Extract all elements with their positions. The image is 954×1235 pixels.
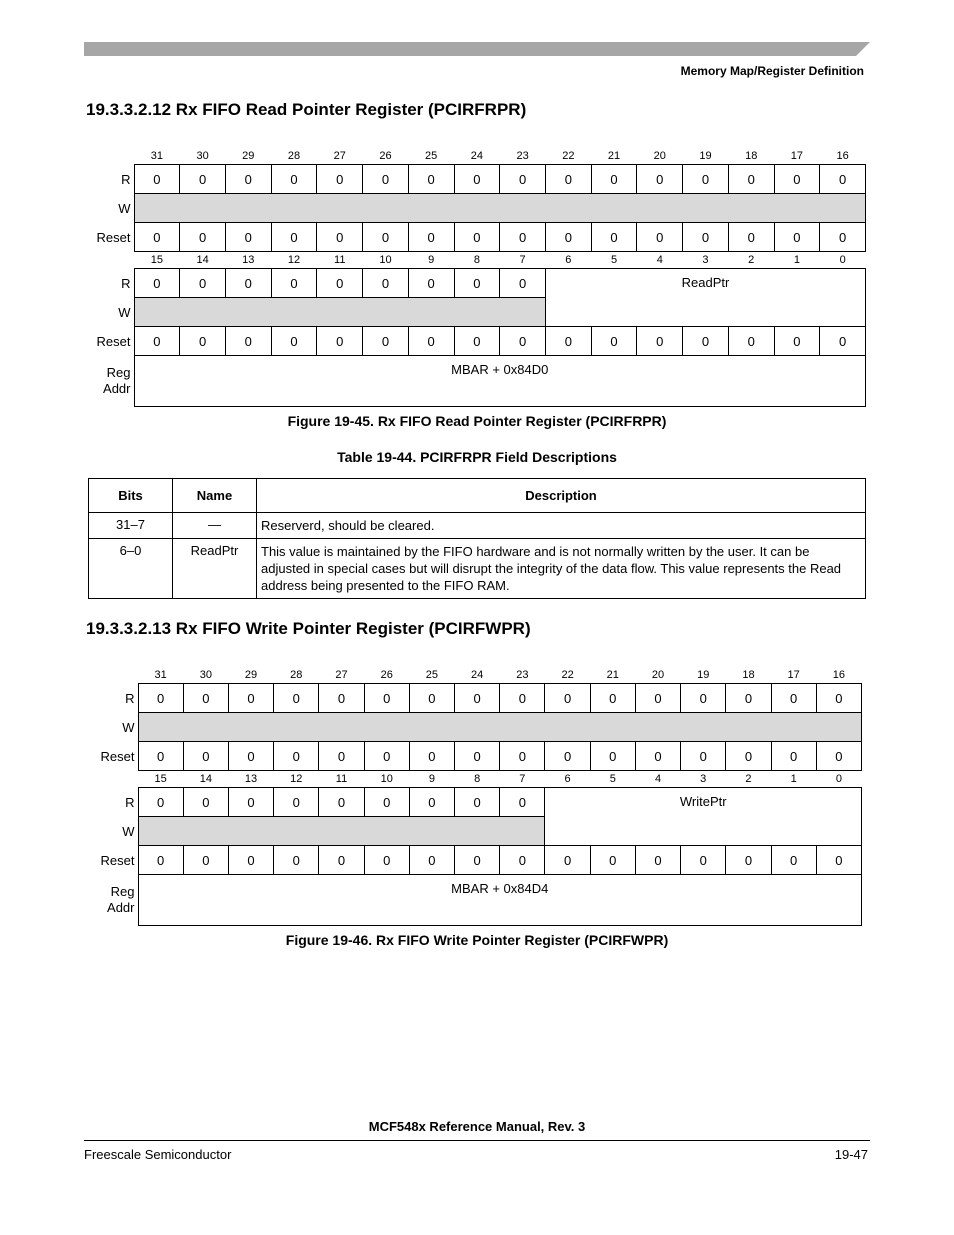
read-bit: 0: [455, 788, 500, 817]
read-bit: 0: [590, 684, 635, 713]
reset-bit: 0: [138, 846, 183, 875]
reset-bit: 0: [591, 223, 637, 252]
row-label-address: [90, 356, 134, 407]
bit-number: 17: [787, 669, 800, 681]
bit-number: 8: [474, 773, 481, 785]
reset-bit: 0: [681, 846, 726, 875]
reset-bit: 0: [180, 223, 226, 252]
reset-bit: 0: [726, 742, 771, 771]
row-label-read: R: [125, 690, 135, 706]
bit-number: 5: [609, 773, 616, 785]
header-name: Name: [173, 479, 257, 513]
row-label-reset: Reset: [96, 333, 131, 349]
bit-number: 17: [790, 150, 804, 162]
bit-number: 6: [564, 773, 571, 785]
bit-number: 1: [793, 254, 800, 266]
read-bit: 0: [500, 269, 546, 298]
reset-bit: 0: [409, 742, 454, 771]
write-reserved: [138, 713, 862, 742]
read-bit: 0: [774, 165, 820, 194]
bit-number: 29: [244, 669, 258, 681]
row-label-reg: Reg: [106, 365, 131, 380]
reset-bit: 0: [409, 846, 454, 875]
read-bit: 0: [454, 269, 500, 298]
table-row: [89, 539, 866, 599]
read-bit: 0: [271, 269, 317, 298]
read-bit: 0: [820, 165, 866, 194]
bit-number: 11: [334, 254, 346, 266]
read-bit: 0: [409, 684, 454, 713]
reset-bit: 0: [774, 223, 820, 252]
write-reserved: [138, 817, 545, 846]
reset-bit: 0: [454, 327, 500, 356]
read-bit: 0: [183, 788, 228, 817]
reset-bit: 0: [590, 742, 635, 771]
reset-bit: 0: [545, 327, 591, 356]
reset-bit: 0: [134, 327, 180, 356]
bit-number: 23: [516, 669, 529, 681]
register-diagram-pcirfrpr: [90, 148, 866, 407]
header-description: Description: [257, 479, 866, 513]
read-bit: 0: [545, 165, 591, 194]
table-row: [89, 513, 866, 539]
bit-number: 31: [154, 669, 167, 681]
bit-number: 31: [150, 150, 163, 162]
cell-name: ReadPtr: [173, 539, 257, 599]
bit-number: 7: [519, 773, 526, 785]
read-bit: 0: [225, 269, 271, 298]
row-label-reset: Reset: [100, 748, 135, 764]
bit-number: 7: [519, 254, 526, 266]
reset-bit: 0: [774, 327, 820, 356]
reset-bit: 0: [183, 742, 228, 771]
row-label-write: W: [122, 823, 135, 839]
reset-bit: 0: [364, 742, 409, 771]
read-bit: 0: [271, 165, 317, 194]
read-bit: 0: [138, 788, 183, 817]
bit-number: 24: [471, 669, 484, 681]
table-title: Table 19-44. PCIRFRPR Field Descriptions: [337, 449, 617, 465]
bit-number: 27: [335, 669, 348, 681]
bit-number: 9: [428, 254, 435, 266]
bit-number: 14: [196, 254, 209, 266]
bit-number: 4: [654, 773, 662, 785]
read-bit: 0: [454, 165, 500, 194]
bit-number: 0: [835, 773, 842, 785]
row-label-reset: Reset: [100, 852, 135, 868]
row-label-address: [90, 875, 138, 926]
reset-bit: 0: [455, 846, 500, 875]
read-bit: 0: [180, 269, 226, 298]
bit-number: 18: [745, 150, 758, 162]
reset-bit: 0: [455, 742, 500, 771]
bit-number: 8: [473, 254, 480, 266]
bit-number: 26: [379, 150, 392, 162]
bit-number: 12: [290, 773, 303, 785]
reset-bit: 0: [183, 846, 228, 875]
bit-number: 22: [562, 150, 575, 162]
read-bit: 0: [500, 788, 545, 817]
read-bit: 0: [364, 684, 409, 713]
read-bit: 0: [364, 788, 409, 817]
reset-bit: 0: [317, 223, 363, 252]
footer-divider: [84, 1140, 870, 1141]
read-bit: 0: [409, 788, 454, 817]
read-bit: 0: [635, 684, 680, 713]
reset-bit: 0: [816, 742, 861, 771]
reset-bit: 0: [408, 327, 454, 356]
reset-bit: 0: [274, 742, 319, 771]
reset-bit: 0: [271, 327, 317, 356]
bit-number: 6: [565, 254, 572, 266]
cell-bits: 6–0: [89, 539, 173, 599]
row-spacer: [90, 771, 138, 788]
read-bit: 0: [683, 165, 729, 194]
bit-number: 1: [790, 773, 797, 785]
row-label-reset: Reset: [96, 229, 131, 245]
reset-bit: 0: [683, 223, 729, 252]
read-bit: 0: [408, 269, 454, 298]
bit-number: 5: [610, 254, 618, 266]
bit-number: 20: [653, 150, 666, 162]
row-label-read: R: [125, 794, 135, 810]
row-label-write: W: [118, 200, 131, 216]
bit-number: 9: [428, 773, 435, 785]
read-bit: 0: [180, 165, 226, 194]
read-bit: 0: [455, 684, 500, 713]
read-bit: 0: [591, 165, 637, 194]
read-bit: 0: [500, 684, 545, 713]
bit-number: 21: [607, 150, 621, 162]
reset-bit: 0: [319, 846, 364, 875]
reset-bit: 0: [363, 327, 409, 356]
register-field-name: ReadPtr: [545, 269, 865, 327]
bit-number: 13: [244, 773, 258, 785]
header-bits: Bits: [89, 479, 173, 513]
reset-bit: 0: [545, 742, 590, 771]
read-bit: 0: [319, 788, 364, 817]
bit-number: 15: [154, 773, 167, 785]
read-bit: 0: [317, 165, 363, 194]
read-bit: 0: [274, 788, 319, 817]
reset-bit: 0: [408, 223, 454, 252]
reset-bit: 0: [319, 742, 364, 771]
read-bit: 0: [319, 684, 364, 713]
reset-bit: 0: [681, 742, 726, 771]
row-label-write: W: [122, 719, 135, 735]
row-spacer: [90, 148, 134, 165]
bit-number: 16: [836, 150, 849, 162]
header-bar: [84, 42, 870, 56]
bit-number: 2: [748, 254, 755, 266]
read-bit: 0: [726, 684, 771, 713]
reset-bit: 0: [635, 742, 680, 771]
bit-number: 19: [697, 669, 710, 681]
row-label-addr: Addr: [103, 381, 131, 396]
section-title-pcirfrpr: 19.3.3.2.12 Rx FIFO Read Pointer Register (PCIRFRPR): [86, 100, 527, 119]
read-bit: 0: [408, 165, 454, 194]
read-bit: 0: [138, 684, 183, 713]
read-bit: 0: [771, 684, 816, 713]
bit-number: 3: [700, 773, 707, 785]
read-bit: 0: [363, 165, 409, 194]
reset-bit: 0: [591, 327, 637, 356]
field-description-table: [88, 478, 866, 599]
reset-bit: 0: [363, 223, 409, 252]
read-bit: 0: [228, 684, 273, 713]
section-title-pcirfwpr: 19.3.3.2.13 Rx FIFO Write Pointer Register (PCIRFWPR): [86, 619, 531, 638]
reset-bit: 0: [590, 846, 635, 875]
reset-bit: 0: [228, 742, 273, 771]
reset-bit: 0: [500, 327, 546, 356]
cell-bits: 31–7: [89, 513, 173, 539]
reset-bit: 0: [820, 327, 866, 356]
bit-number: 10: [379, 254, 392, 266]
bit-number: 4: [656, 254, 663, 266]
reset-bit: 0: [816, 846, 861, 875]
reset-bit: 0: [364, 846, 409, 875]
write-reserved: [134, 298, 545, 327]
bit-number: 22: [561, 669, 574, 681]
read-bit: 0: [225, 165, 271, 194]
reset-bit: 0: [180, 327, 226, 356]
figure-caption-pcirfrpr: Figure 19-45. Rx FIFO Read Pointer Register (PCIRFRPR): [287, 413, 667, 429]
bit-number: 0: [839, 254, 846, 266]
register-address: MBAR + 0x84D0: [134, 356, 866, 407]
reset-bit: 0: [225, 223, 271, 252]
reset-bit: 0: [274, 846, 319, 875]
footer-company: Freescale Semiconductor: [84, 1147, 232, 1162]
reset-bit: 0: [771, 846, 816, 875]
row-spacer: [90, 252, 134, 269]
bit-number: 10: [380, 773, 393, 785]
bit-number: 16: [832, 669, 846, 681]
bit-number: 30: [196, 150, 209, 162]
bit-number: 19: [699, 150, 712, 162]
bit-number: 14: [199, 773, 212, 785]
read-bit: 0: [728, 165, 774, 194]
reset-bit: 0: [545, 223, 591, 252]
reset-bit: 0: [271, 223, 317, 252]
row-spacer: [90, 667, 138, 684]
bit-number: 12: [287, 254, 301, 266]
reset-bit: 0: [500, 742, 545, 771]
page-number: 19-47: [834, 1147, 868, 1162]
figure-caption-pcirfwpr: Figure 19-46. Rx FIFO Write Pointer Register (PCIRFWPR): [285, 932, 669, 948]
reset-bit: 0: [138, 742, 183, 771]
reset-bit: 0: [635, 846, 680, 875]
read-bit: 0: [681, 684, 726, 713]
bit-number: 2: [745, 773, 752, 785]
read-bit: 0: [228, 788, 273, 817]
read-bit: 0: [274, 684, 319, 713]
bit-number: 20: [651, 669, 665, 681]
reset-bit: 0: [728, 327, 774, 356]
reset-bit: 0: [454, 223, 500, 252]
reset-bit: 0: [637, 327, 683, 356]
table-header-row: [89, 479, 866, 513]
row-label-addr: Addr: [107, 900, 135, 915]
register-address: MBAR + 0x84D4: [138, 875, 862, 926]
read-bit: 0: [317, 269, 363, 298]
bit-number: 26: [380, 669, 393, 681]
read-bit: 0: [545, 684, 590, 713]
row-label-read: R: [121, 275, 131, 291]
write-reserved: [134, 194, 866, 223]
reset-bit: 0: [317, 327, 363, 356]
reset-bit: 0: [500, 846, 545, 875]
bit-number: 21: [606, 669, 619, 681]
bit-number: 30: [199, 669, 212, 681]
bit-number: 27: [333, 150, 346, 162]
cell-description: This value is maintained by the FIFO hardware and is not normally written by the user. It can be adjusted in special cases but will disrupt the integrity of the data flow. This value represents the Read address being presented to the FIFO RAM.: [257, 539, 866, 599]
row-label-write: W: [118, 304, 131, 320]
bit-number: 25: [425, 669, 439, 681]
bit-number: 15: [150, 254, 163, 266]
read-bit: 0: [134, 165, 180, 194]
bit-number: 3: [702, 254, 709, 266]
bit-number: 25: [425, 150, 438, 162]
bit-number: 29: [242, 150, 255, 162]
manual-title: MCF548x Reference Manual, Rev. 3: [368, 1119, 586, 1134]
bit-number: 13: [242, 254, 255, 266]
cell-name: —: [173, 513, 257, 539]
reset-bit: 0: [637, 223, 683, 252]
read-bit: 0: [500, 165, 546, 194]
read-bit: 0: [363, 269, 409, 298]
reset-bit: 0: [545, 846, 590, 875]
bit-number: 28: [287, 150, 301, 162]
bit-number: 18: [742, 669, 755, 681]
read-bit: 0: [637, 165, 683, 194]
reset-bit: 0: [228, 846, 273, 875]
running-header: Memory Map/Register Definition: [680, 64, 864, 78]
row-label-reg: Reg: [110, 884, 135, 899]
reset-bit: 0: [728, 223, 774, 252]
reset-bit: 0: [134, 223, 180, 252]
reset-bit: 0: [500, 223, 546, 252]
reset-bit: 0: [225, 327, 271, 356]
cell-description: Reserverd, should be cleared.: [257, 513, 866, 539]
bit-number: 11: [335, 773, 348, 785]
register-field-name: WritePtr: [545, 788, 862, 846]
read-bit: 0: [816, 684, 861, 713]
read-bit: 0: [183, 684, 228, 713]
register-diagram-pcirfwpr: [90, 667, 862, 926]
reset-bit: 0: [726, 846, 771, 875]
reset-bit: 0: [820, 223, 866, 252]
bit-number: 24: [470, 150, 484, 162]
reset-bit: 0: [683, 327, 729, 356]
bit-number: 28: [290, 669, 303, 681]
reset-bit: 0: [771, 742, 816, 771]
row-label-read: R: [121, 171, 131, 187]
bit-number: 23: [516, 150, 529, 162]
read-bit: 0: [134, 269, 180, 298]
